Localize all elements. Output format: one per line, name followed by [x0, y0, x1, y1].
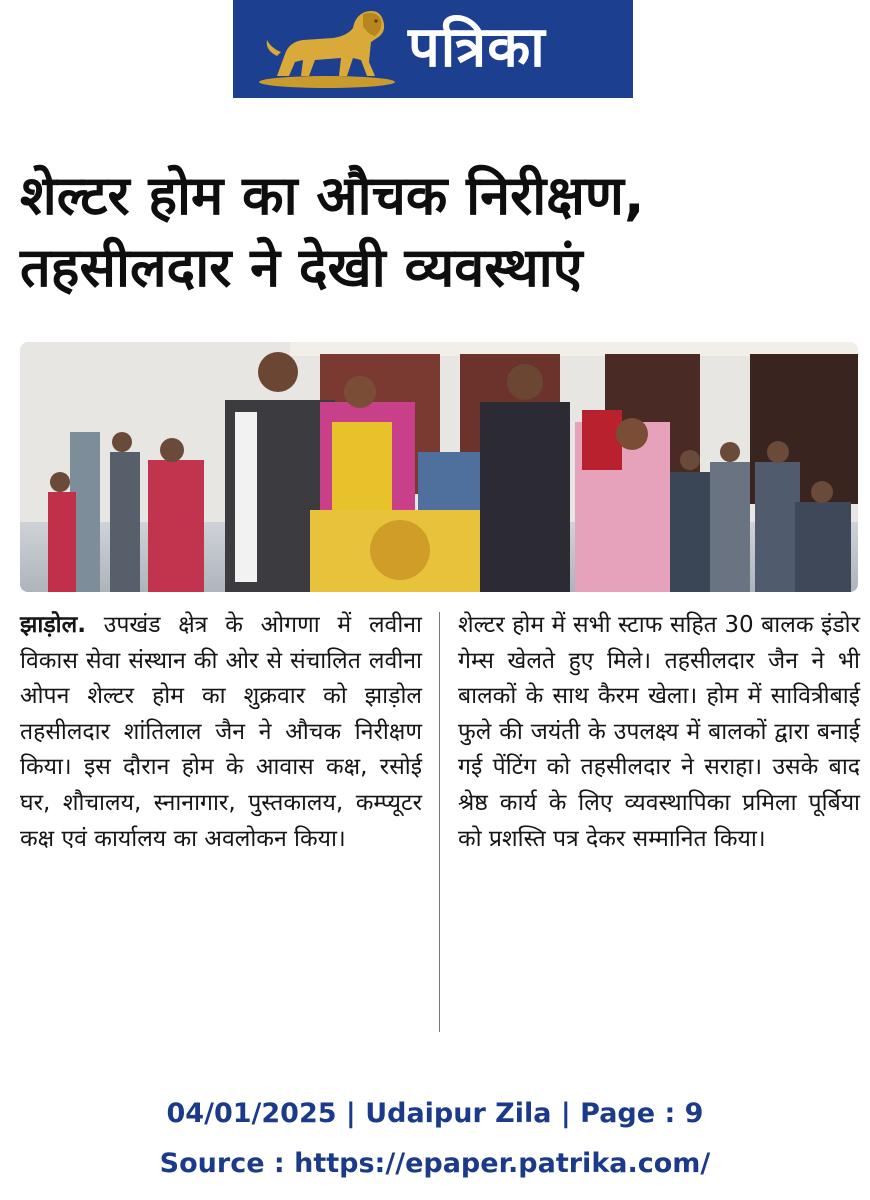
footer-source: Source : https://epaper.patrika.com/ [159, 1148, 711, 1179]
headline-line-2: तहसीलदार ने देखी व्यवस्थाएं [20, 236, 583, 299]
footer-edition-info: 04/01/2025 | Udaipur Zila | Page : 9 [166, 1098, 704, 1129]
masthead [233, 0, 633, 98]
headline [20, 160, 860, 304]
article-column-1-text: उपखंड क्षेत्र के ओगणा में लवीना विकास सेवा संस्थान की ओर से संचालित लवीना ओपन शेल्टर होम का शुक्रवार को झाड़ोल तहसीलदार शांतिलाल जैन ने औचक निरीक्षण किया। इस दौरान होम के आवास कक्ष, रसोई घर, शौचालय, स्नानागार, पुस्तकालय, कम्प्यूटर कक्ष एवं कार्यालय का अवलोकन किया। [20, 612, 423, 852]
column-divider [439, 612, 440, 1032]
article-column-1 [20, 608, 422, 857]
golden-lion-icon [255, 6, 400, 90]
article-column-2 [458, 608, 860, 857]
headline-line-1: शेल्टर होम का औचक निरीक्षण, [20, 164, 645, 227]
news-photo [20, 342, 858, 592]
newspaper-name: पत्रिका [408, 15, 546, 80]
article-column-2-text: शेल्टर होम में सभी स्टाफ सहित 30 बालक इंडोर गेम्स खेलते हुए मिले। तहसीलदार जैन ने भी बालकों के साथ कैरम खेला। होम में सावित्रीबाई फुले की जयंती के उपलक्ष्य में बालकों द्वारा बनाई गई पेंटिंग को तहसीलदार ने सराहा। उसके बाद श्रेष्ठ कार्य के लिए व्यवस्थापिका प्रमिला पूर्बिया को प्रशस्ति पत्र देकर सम्मानित किया। [458, 612, 860, 852]
article-dateline: झाड़ोल. [20, 612, 86, 638]
